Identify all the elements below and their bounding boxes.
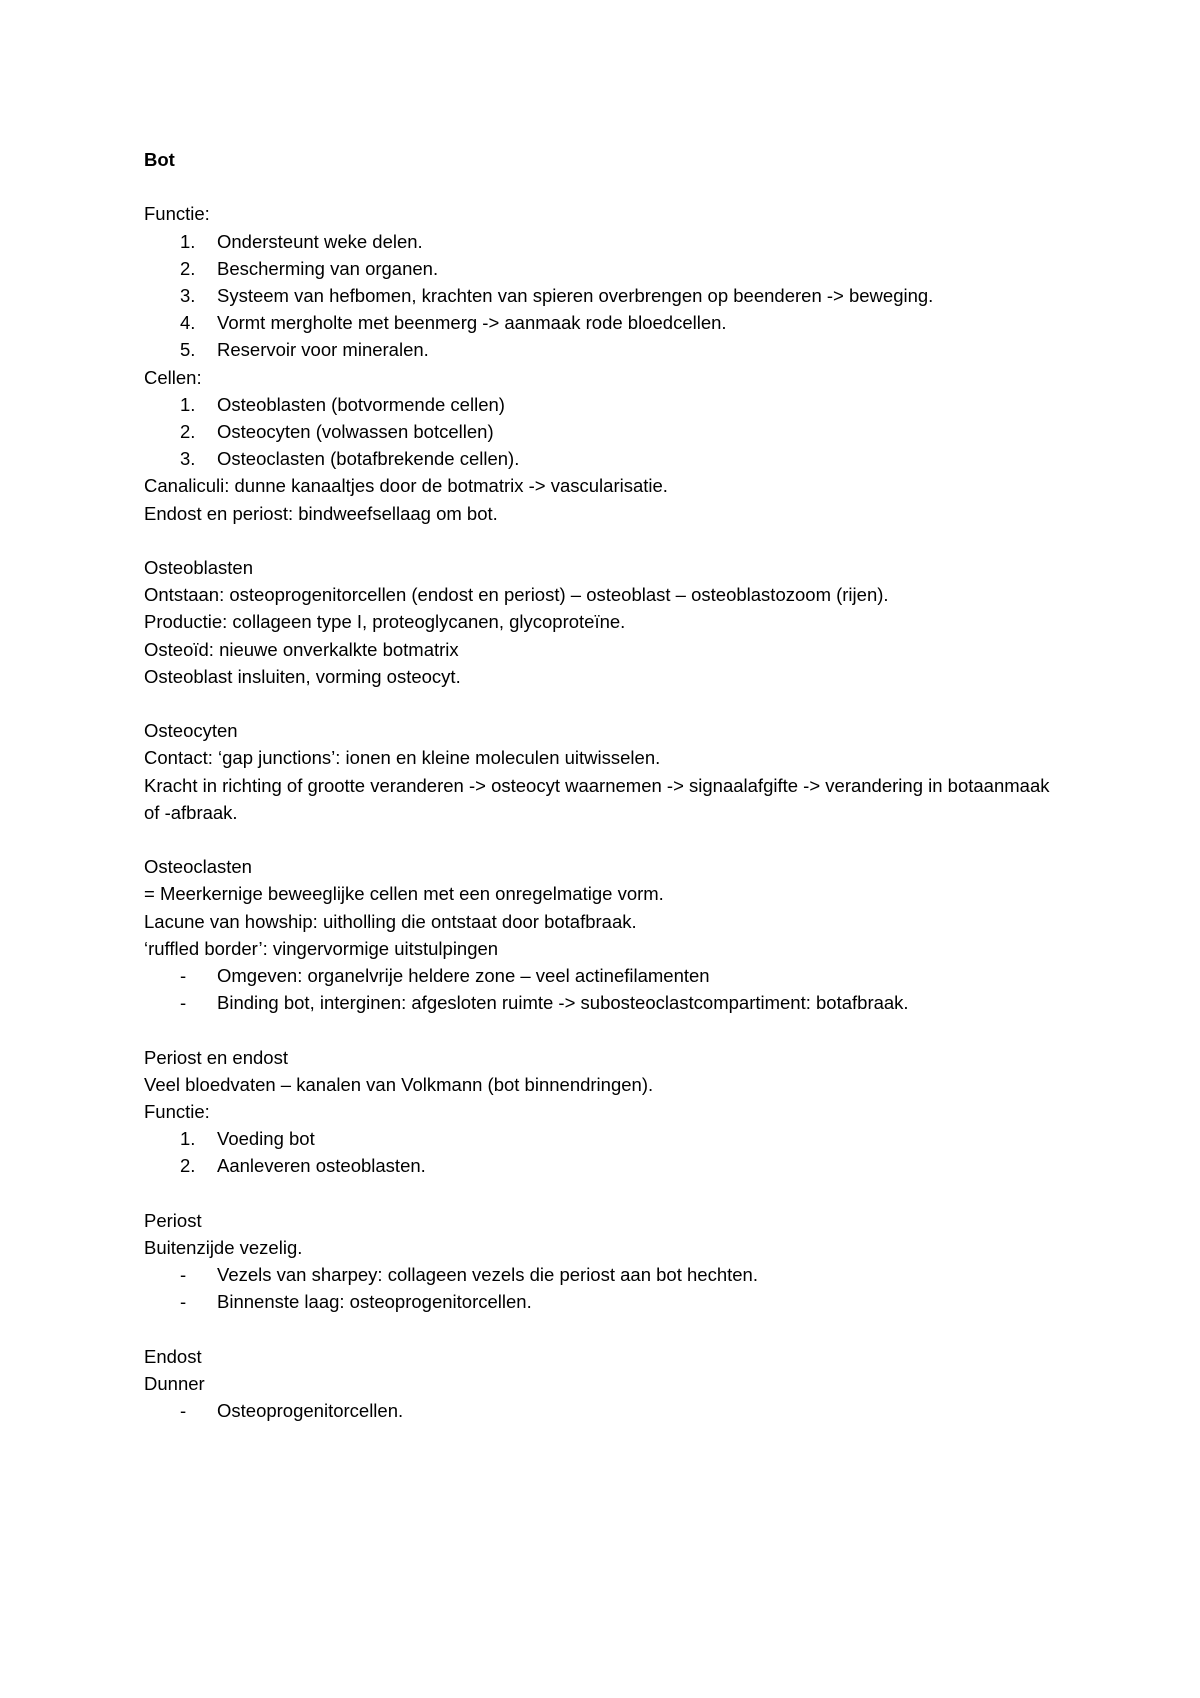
paragraph-line: Ontstaan: osteoprogenitorcellen (endost en periost) – osteoblast – osteoblastozoom (rijen). <box>144 584 889 606</box>
list-marker: 4. <box>180 312 196 334</box>
list-marker: 3. <box>180 448 196 470</box>
paragraph-line: Productie: collageen type I, proteoglycanen, glycoproteïne. <box>144 611 626 633</box>
list-item <box>144 418 1064 445</box>
paragraph-line: Dunner <box>144 1373 205 1395</box>
list-item <box>144 336 1064 363</box>
dash-bullet: - <box>180 965 187 987</box>
endost-periost-line: Endost en periost: bindweefsellaag om bot. <box>144 502 498 524</box>
list-item-text: Osteoblasten (botvormende cellen) <box>217 393 505 415</box>
list-marker: 2. <box>180 421 196 443</box>
spacer <box>144 173 1064 200</box>
list-marker: 3. <box>180 285 196 306</box>
list-item-text: Omgeven: organelvrije heldere zone – veel actinefilamenten <box>217 965 710 987</box>
list-item <box>144 391 1064 418</box>
list-item <box>144 1125 1064 1152</box>
section-heading-osteoclasten: Osteoclasten <box>144 856 252 878</box>
section-heading-endost: Endost <box>144 1345 202 1367</box>
document-page <box>144 146 1064 1424</box>
paragraph-line: Buitenzijde vezelig. <box>144 1237 303 1259</box>
spacer <box>144 1180 1064 1207</box>
list-item <box>144 255 1064 282</box>
paragraph-line: Kracht in richting of grootte veranderen -> osteocyt waarnemen -> signaalafgifte -> verandering in botaanmaak of -afbraak. <box>144 774 1050 823</box>
list-item <box>144 1152 1064 1179</box>
paragraph-line: Veel bloedvaten – kanalen van Volkmann (bot binnendringen). <box>144 1073 654 1095</box>
list-item-text: Osteoclasten (botafbrekende cellen). <box>217 448 520 470</box>
functie-label: Functie: <box>144 203 210 225</box>
list-item-text: Vormt mergholte met beenmerg -> aanmaak rode bloedcellen. <box>217 312 727 334</box>
spacer <box>144 690 1064 717</box>
list-item <box>144 228 1064 255</box>
spacer <box>144 1316 1064 1343</box>
paragraph-line: = Meerkernige beweeglijke cellen met een onregelmatige vorm. <box>144 883 664 905</box>
list-item <box>144 1397 1064 1424</box>
section-heading-periost-en-endost: Periost en endost <box>144 1046 288 1068</box>
dash-bullet: - <box>180 1291 187 1313</box>
spacer <box>144 527 1064 554</box>
section-heading-osteoblasten: Osteoblasten <box>144 557 254 579</box>
list-item-text: Osteoprogenitorcellen. <box>217 1400 404 1422</box>
list-item <box>144 445 1064 472</box>
paragraph-line: Contact: ‘gap junctions’: ionen en kleine moleculen uitwisselen. <box>144 747 661 769</box>
list-marker: 2. <box>180 1155 196 1177</box>
paragraph-line: Osteoïd: nieuwe onverkalkte botmatrix <box>144 638 459 660</box>
list-item <box>144 1261 1064 1288</box>
list-item-text: Vezels van sharpey: collageen vezels die periost aan bot hechten. <box>217 1264 758 1286</box>
list-item <box>144 282 1064 309</box>
paragraph-line: ‘ruffled border’: vingervormige uitstulpingen <box>144 937 499 959</box>
list-marker: 2. <box>180 257 196 279</box>
list-item <box>144 1288 1064 1315</box>
list-marker: 5. <box>180 339 196 361</box>
list-item-text: Ondersteunt weke delen. <box>217 230 423 252</box>
list-item <box>144 309 1064 336</box>
list-item-text: Binnenste laag: osteoprogenitorcellen. <box>217 1291 532 1313</box>
list-marker: 1. <box>180 1128 196 1150</box>
spacer <box>144 826 1064 853</box>
functie-label: Functie: <box>144 1101 210 1123</box>
list-item-text: Systeem van hefbomen, krachten van spieren overbrengen op beenderen -> beweging. <box>217 285 934 306</box>
list-item <box>144 989 1064 1016</box>
section-heading-periost: Periost <box>144 1209 202 1231</box>
canaliculi-line: Canaliculi: dunne kanaaltjes door de botmatrix -> vascularisatie. <box>144 475 668 497</box>
dash-bullet: - <box>180 1264 187 1286</box>
list-item-text: Aanleveren osteoblasten. <box>217 1155 426 1177</box>
list-marker: 1. <box>180 230 196 252</box>
list-item-text: Voeding bot <box>217 1128 315 1150</box>
cellen-label: Cellen: <box>144 366 202 388</box>
document-title: Bot <box>144 149 175 170</box>
dash-bullet: - <box>180 992 187 1014</box>
list-marker: 1. <box>180 393 196 415</box>
list-item <box>144 962 1064 989</box>
list-item-text: Binding bot, interginen: afgesloten ruimte -> subosteoclastcompartiment: botafbraak. <box>217 992 909 1014</box>
list-item-text: Bescherming van organen. <box>217 257 439 279</box>
list-item-text: Reservoir voor mineralen. <box>217 339 429 361</box>
spacer <box>144 1016 1064 1043</box>
section-heading-osteocyten: Osteocyten <box>144 720 238 742</box>
paragraph-line: Osteoblast insluiten, vorming osteocyt. <box>144 665 461 687</box>
list-item-text: Osteocyten (volwassen botcellen) <box>217 421 494 443</box>
paragraph-line: Lacune van howship: uitholling die ontstaat door botafbraak. <box>144 910 637 932</box>
dash-bullet: - <box>180 1400 187 1422</box>
